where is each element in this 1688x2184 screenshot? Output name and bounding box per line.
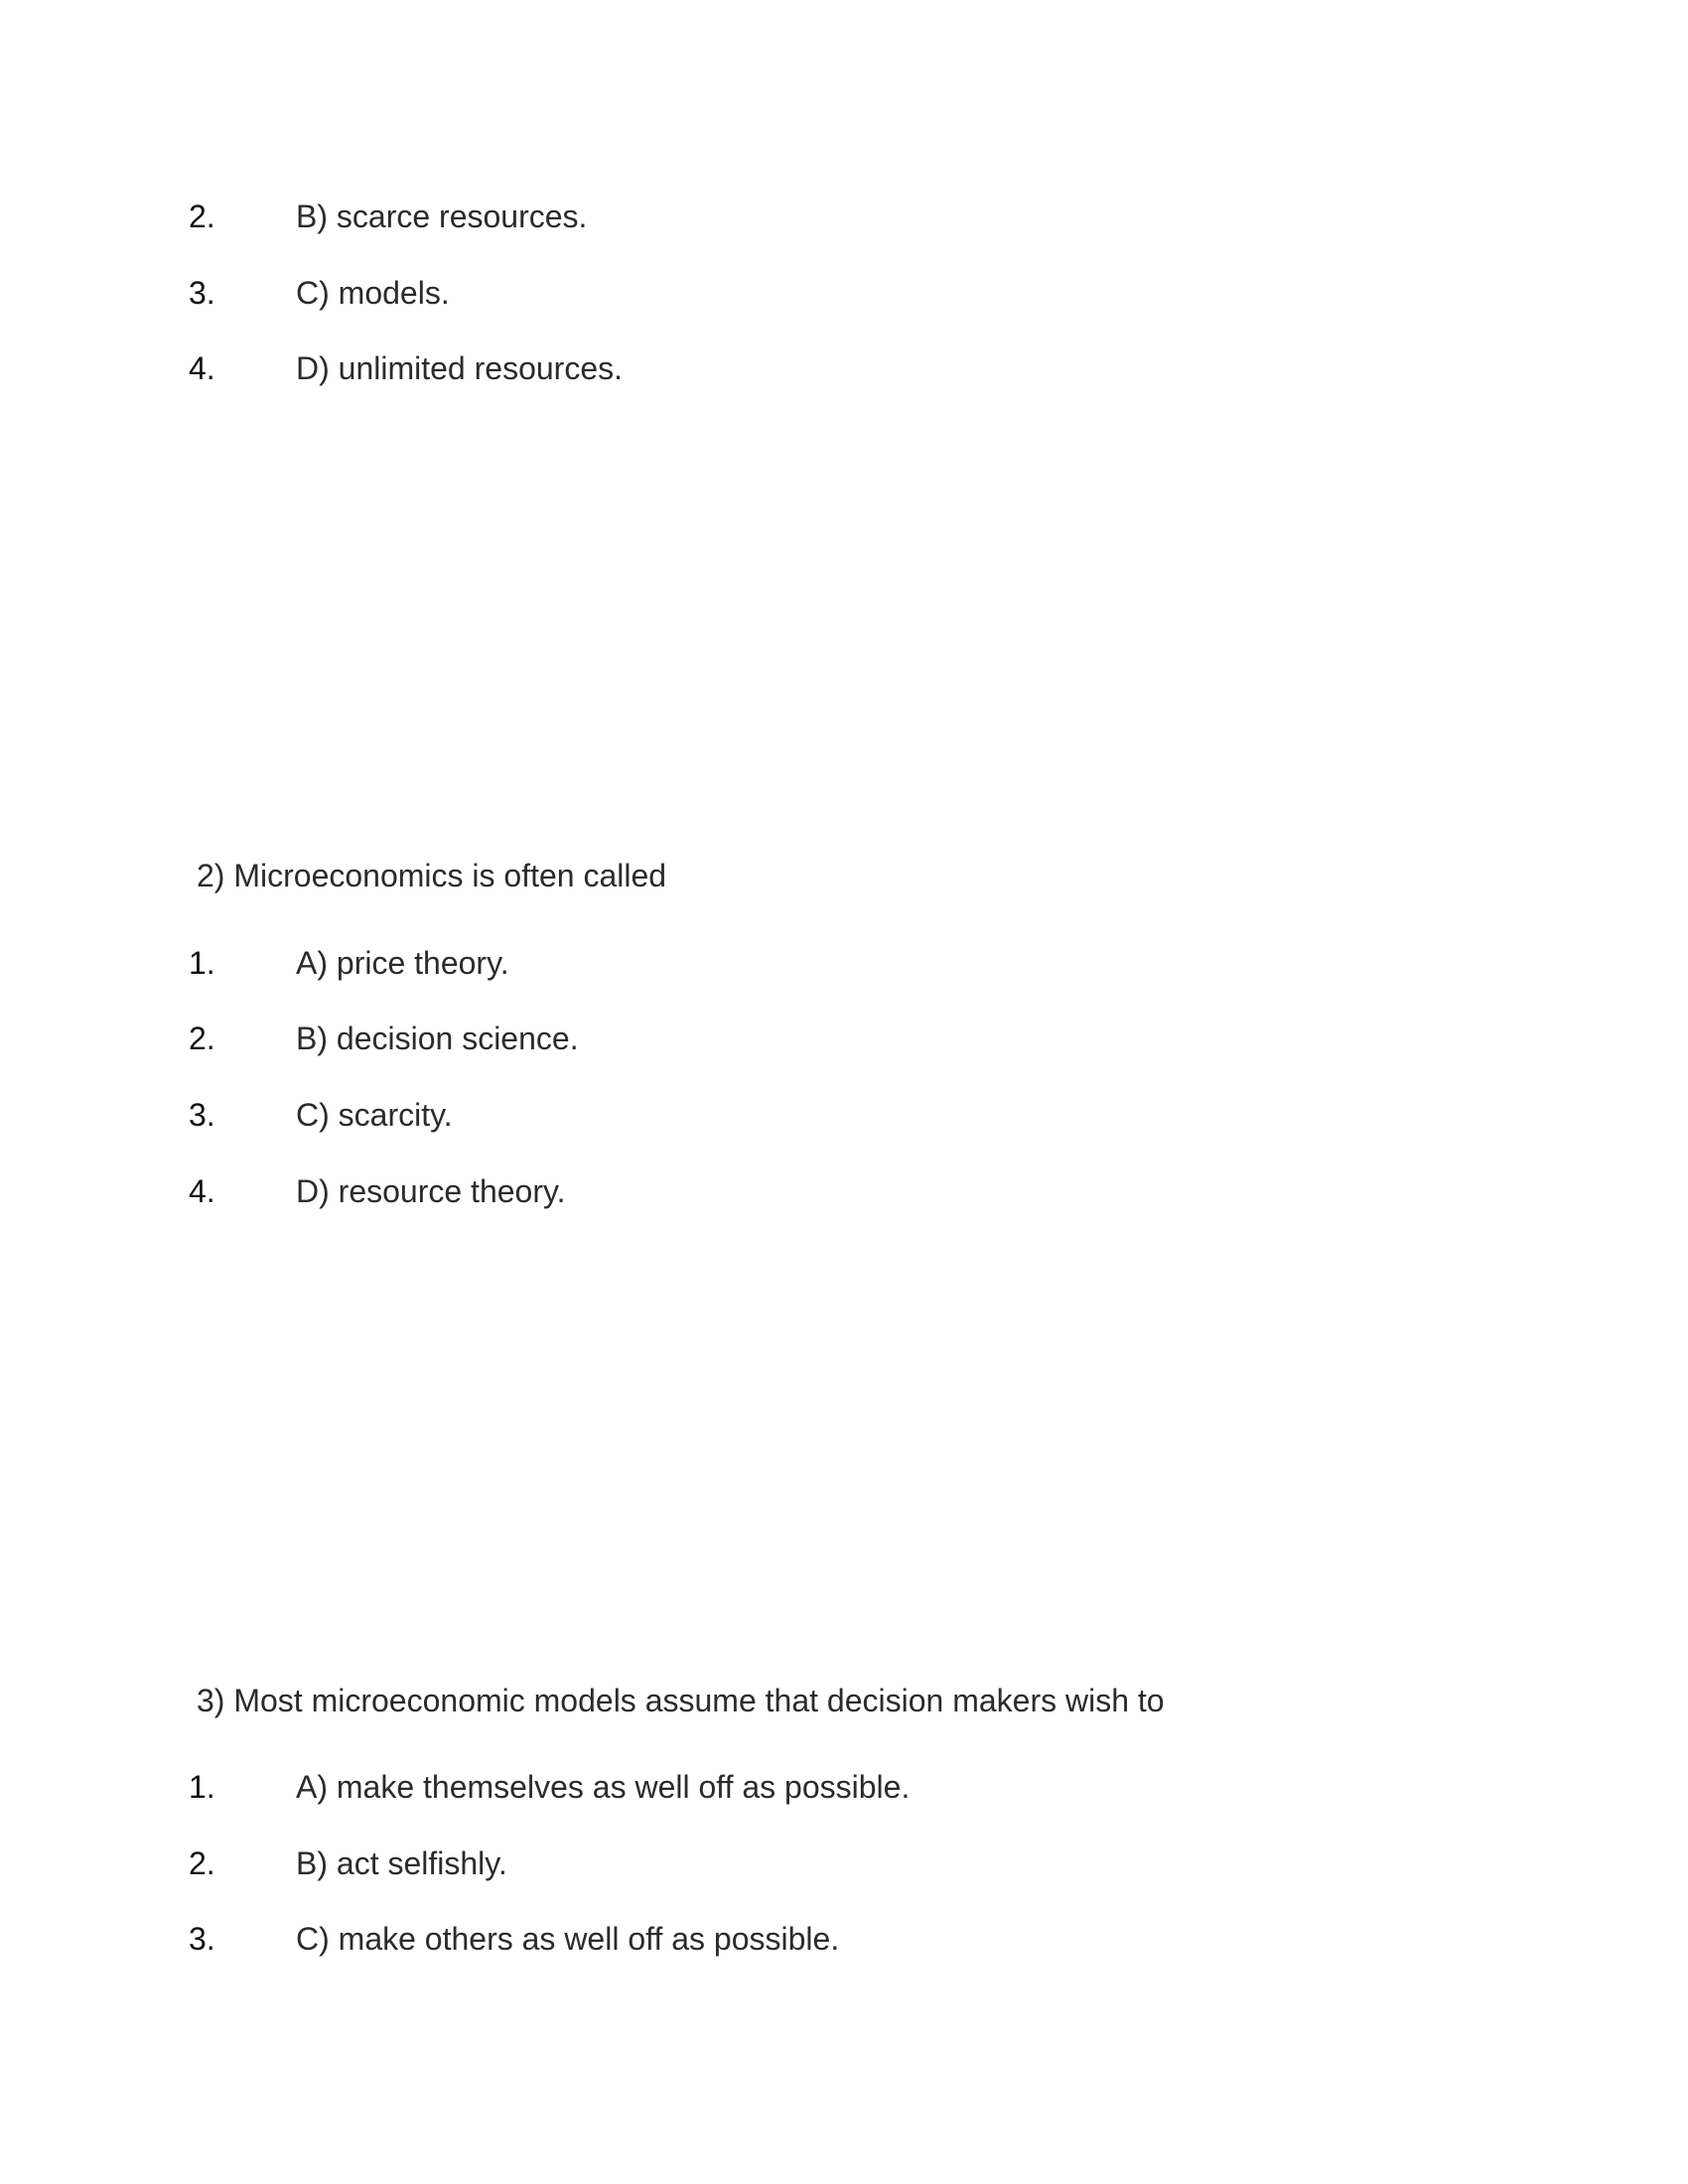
list-item-number: 2. xyxy=(189,1845,215,1881)
list-item-number: 3. xyxy=(189,275,215,311)
answer-option: B) scarce resources. xyxy=(296,199,588,234)
answer-option: A) price theory. xyxy=(296,945,509,981)
list-item-number: 4. xyxy=(189,350,215,386)
answer-option: B) decision science. xyxy=(296,1021,579,1056)
question-3-text: 3) Most microeconomic models assume that decision makers wish to xyxy=(197,1683,1165,1718)
question-2-text: 2) Microeconomics is often called xyxy=(197,858,667,893)
list-item-number: 2. xyxy=(189,1021,215,1056)
answer-option: C) scarcity. xyxy=(296,1097,453,1133)
list-item-number: 3. xyxy=(189,1921,215,1957)
answer-option: D) resource theory. xyxy=(296,1173,566,1209)
answer-option: C) make others as well off as possible. xyxy=(296,1921,840,1957)
list-item-number: 4. xyxy=(189,1173,215,1209)
list-item-number: 1. xyxy=(189,945,215,981)
list-item-number: 1. xyxy=(189,1769,215,1805)
answer-option: D) unlimited resources. xyxy=(296,350,623,386)
answer-option: A) make themselves as well off as possible. xyxy=(296,1769,911,1805)
answer-option: B) act selfishly. xyxy=(296,1845,507,1881)
list-item-number: 3. xyxy=(189,1097,215,1133)
answer-option: C) models. xyxy=(296,275,450,311)
list-item-number: 2. xyxy=(189,199,215,234)
